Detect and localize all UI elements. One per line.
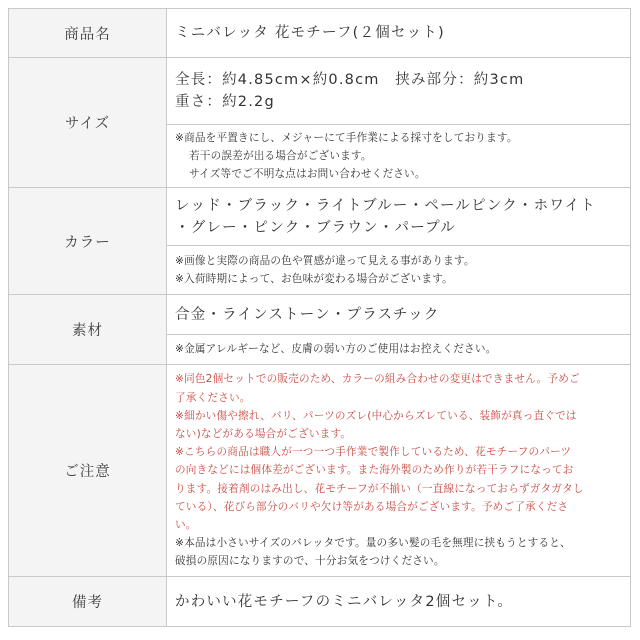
color-value	[167, 188, 631, 246]
product-spec-table	[8, 8, 631, 627]
caution-label: ご注意	[9, 365, 167, 577]
color-row	[9, 188, 631, 246]
color-line: レッド・ブラック・ライトブルー・ペールピンク・ホワイト	[175, 197, 596, 214]
material-label: 素材	[9, 295, 167, 365]
material-row	[9, 295, 631, 335]
product-name-value: ミニバレッタ 花モチーフ(２個セット)	[167, 9, 631, 58]
note-line: ※画像と実際の商品の色や質感が違って見える事があります。	[175, 254, 475, 267]
size-notes	[167, 125, 631, 188]
caution-line: 了承ください。	[175, 391, 251, 404]
note-line: ※商品を平置きにし、メジャーにて手作業による採寸をしております。	[175, 131, 518, 144]
color-notes	[167, 246, 631, 295]
caution-line: ※細かい傷や擦れ、バリ、パーツのズレ(中心からズレている、装飾が真っ直ぐでは	[175, 409, 577, 422]
color-label: カラー	[9, 188, 167, 295]
note-line: ※入荷時期によって、お色味が変わる場合がございます。	[175, 273, 453, 285]
caution-notes	[167, 365, 631, 577]
size-row	[9, 58, 631, 125]
note-line: サイズ等でご不明な点はお問い合わせください。	[189, 168, 426, 181]
remarks-value: かわいい花モチーフのミニバレッタ2個セット。	[167, 577, 631, 627]
caution-line: 破損の原因になりますので、十分お気をつけください。	[175, 555, 445, 568]
product-name-label: 商品名	[9, 9, 167, 58]
size-line: 全長：約4.85cm×約0.8cm 挟み部分：約3cm	[175, 72, 525, 88]
note-line: 若干の誤差が出る場合がございます。	[189, 149, 372, 162]
caution-line: ります。接着剤のはみ出し、花モチーフが不揃い（一直線になっておらずガタガタし	[175, 482, 584, 495]
caution-line: ない)などがある場合がございます。	[175, 427, 352, 440]
caution-row	[9, 365, 631, 577]
material-note: ※金属アレルギーなど、皮膚の弱い方のご使用はお控えください。	[167, 335, 631, 365]
size-value	[167, 58, 631, 125]
caution-line: ている）、花びら部分のバリや欠け等がある場合がございます。予めご了承くださ	[175, 500, 569, 513]
remarks-row	[9, 577, 631, 627]
caution-line: い。	[175, 519, 197, 531]
caution-line: ※こちらの商品は職人が一つ一つ手作業で製作しているため、花モチーフのパーツ	[175, 446, 572, 459]
caution-line: の向きなどには個体差がございます。また海外製のため作りが若干ラフになってお	[175, 464, 574, 477]
weight-line: 重さ：約2.2g	[175, 94, 275, 110]
size-label: サイズ	[9, 58, 167, 188]
color-line: ・グレー・ピンク・ブラウン・パープル	[175, 219, 457, 236]
caution-line: ※同色2個セットでの販売のため、カラーの組み合わせの変更はできません。予めご	[175, 373, 580, 386]
caution-line: ※本品は小さいサイズのバレッタです。量の多い髪の毛を無理に挟もうとすると、	[175, 537, 571, 550]
remarks-label: 備考	[9, 577, 167, 627]
material-value: 合金・ラインストーン・プラスチック	[167, 295, 631, 335]
product-name-row	[9, 9, 631, 58]
